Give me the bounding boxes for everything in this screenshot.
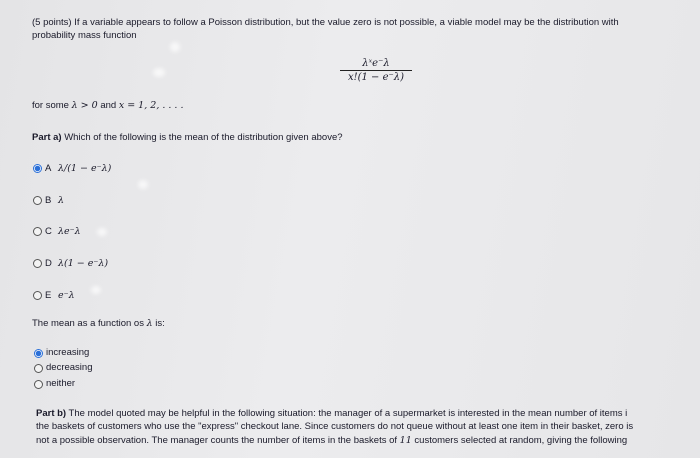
- pmf-numerator: λˣe⁻λ: [362, 58, 390, 69]
- glare-spot: [138, 180, 148, 189]
- part-b-text3a: not a possible observation. The manager counts the number of items in the baskets of: [36, 435, 400, 446]
- option-d-formula: λ(1 − e⁻λ): [58, 258, 109, 269]
- part-b-text3b: customers selected at random, giving the following: [411, 435, 628, 446]
- option-b-letter: B: [45, 195, 52, 206]
- part-a-question: [32, 132, 343, 144]
- domain-and: and: [97, 100, 119, 111]
- part-b-line3: [36, 435, 627, 447]
- x-values: x = 1, 2, . . . .: [118, 100, 184, 111]
- mean-question: [32, 318, 165, 330]
- decreasing-radio[interactable]: [34, 364, 43, 373]
- pmf-denominator: x!(1 − e⁻λ): [347, 72, 405, 83]
- part-b-text1: The model quoted may be helpful in the following situation: the manager of a supermarket is interested in the mean number of items i: [66, 408, 628, 419]
- part-b-line2: the baskets of customers who use the "express" checkout lane. Since customers do not queue without at least one item in their basket, zero is: [36, 421, 634, 432]
- option-c-formula: λe⁻λ: [58, 226, 81, 237]
- increasing-radio[interactable]: [34, 349, 43, 358]
- option-e-radio[interactable]: [33, 291, 42, 300]
- neither-label: neither: [46, 378, 76, 389]
- option-e-letter: E: [45, 290, 52, 301]
- glare-spot: [97, 228, 107, 236]
- glare-spot: [170, 42, 180, 52]
- option-d-radio[interactable]: [33, 259, 42, 268]
- option-b-formula: λ: [58, 195, 65, 206]
- option-a-letter: A: [45, 163, 52, 174]
- question-header-line1: (5 points) If a variable appears to follow a Poisson distribution, but the value zero is not possible, a viable model may be the distribution with: [32, 17, 619, 28]
- glare-spot: [153, 68, 165, 77]
- domain-prefix: for some: [32, 100, 72, 111]
- lambda-condition: λ > 0: [71, 100, 98, 111]
- mean-question-prefix: The mean as a function os: [32, 318, 147, 329]
- mean-question-symbol: λ: [146, 318, 153, 329]
- option-a-formula: λ/(1 − e⁻λ): [58, 163, 112, 174]
- domain-line: [32, 100, 184, 112]
- option-e-formula: e⁻λ: [58, 290, 75, 301]
- part-b-label: Part b): [36, 408, 67, 419]
- option-a-radio[interactable]: [33, 164, 42, 173]
- pmf-formula: [340, 58, 412, 83]
- part-b-line1: [36, 408, 627, 420]
- increasing-label: increasing: [46, 347, 90, 358]
- part-a-label: Part a): [32, 132, 62, 143]
- mean-question-suffix: is:: [152, 318, 165, 329]
- fraction-bar: [340, 70, 412, 71]
- part-a-text: Which of the following is the mean of the distribution given above?: [61, 132, 343, 143]
- decreasing-label: decreasing: [46, 362, 93, 373]
- neither-radio[interactable]: [34, 380, 43, 389]
- option-d-letter: D: [45, 258, 52, 269]
- option-c-radio[interactable]: [33, 227, 42, 236]
- option-c-letter: C: [45, 226, 52, 237]
- question-header-line2: probability mass function: [32, 30, 137, 41]
- customer-count: 11: [399, 435, 412, 446]
- option-b-radio[interactable]: [33, 196, 42, 205]
- glare-spot: [91, 286, 101, 294]
